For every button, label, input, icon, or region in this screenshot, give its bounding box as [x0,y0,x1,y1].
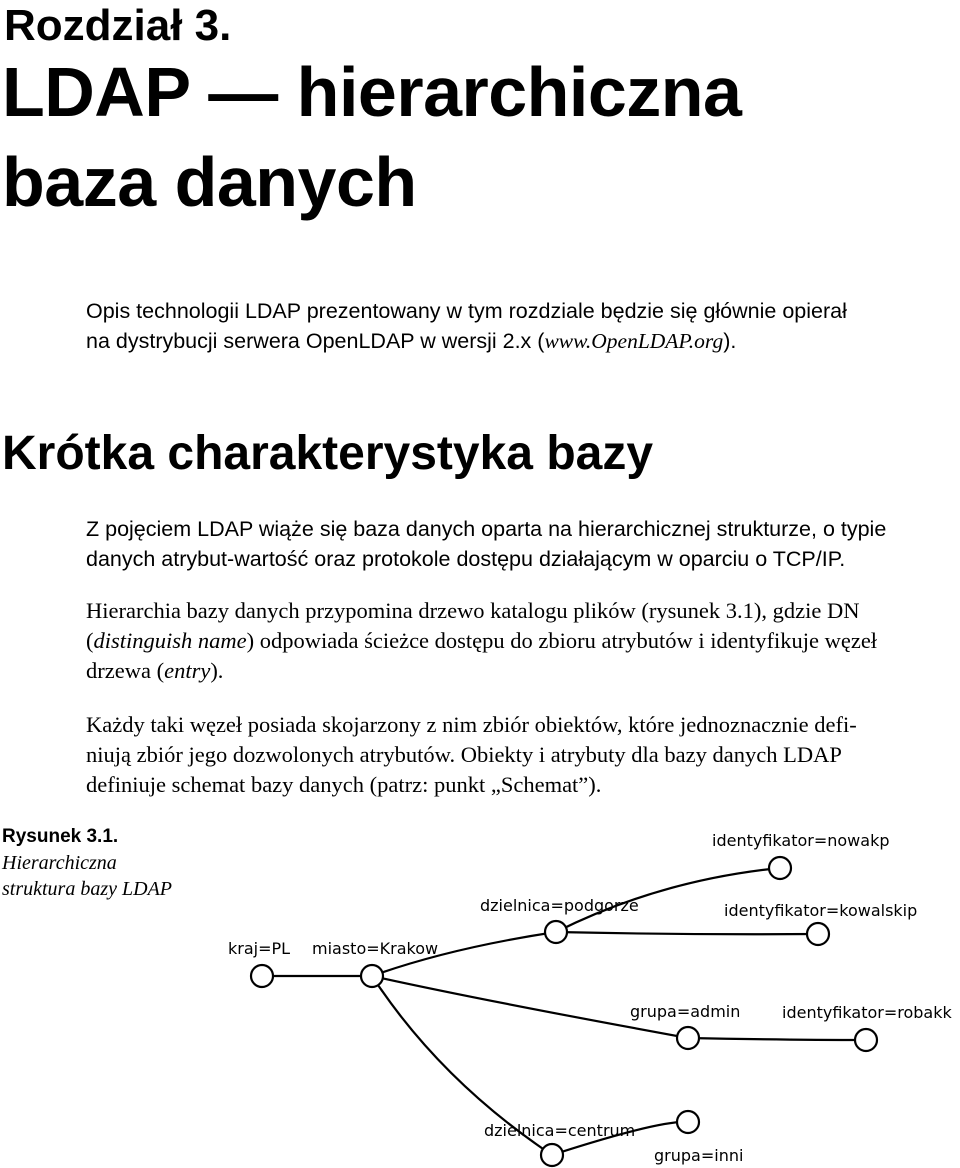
figure-caption-line-2: struktura bazy LDAP [2,878,172,900]
openldap-link[interactable]: www.OpenLDAP.org [544,329,724,353]
para2-line-3-end: ). [210,658,224,683]
para3-line-2: niują zbiór jego dozwolonych atrybutów. Obiekty i atrybuty dla bazy danych LDAP [86,742,842,767]
node-id-kowalskip [807,923,829,945]
para3-line-3: definiuje schemat bazy danych (patrz: punkt „Schemat”). [86,772,602,797]
label-grupa-admin: grupa=admin [630,1002,741,1021]
label-id-kowalskip: identyfikator=kowalskip [724,901,918,920]
para2-line-2-text: ) odpowiada ścieżce dostępu do zbioru atrybutów i identyfikuje węzeł [246,628,878,653]
label-id-robakk: identyfikator=robakk [782,1003,952,1022]
figure-caption-line-1: Hierarchiczna [2,852,117,874]
term-distinguish-name: distinguish name [93,628,247,653]
figure-caption-label: Rysunek 3.1. [2,826,119,847]
chapter-title-line-1: LDAP — hierarchiczna [2,53,742,131]
node-grupa-inni [677,1111,699,1133]
para2-line-3-text: drzewa ( [86,658,165,683]
node-grupa-admin [677,1027,699,1049]
label-id-nowakp: identyfikator=nowakp [712,831,890,850]
node-dzielnica-podgorze [545,921,567,943]
intro-line-1: Opis technologii LDAP prezentowany w tym rozdziale będzie się głównie opierał [86,299,847,323]
node-id-robakk [855,1029,877,1051]
chapter-title-line-2: baza danych [2,143,417,221]
paren-open: ( [86,628,94,653]
label-miasto: miasto=Krakow [312,939,439,958]
label-kraj: kraj=PL [228,939,291,958]
para1-line-2: danych atrybut-wartość oraz protokole dostępu działającym w oparciu o TCP/IP. [86,547,846,571]
node-kraj [251,965,273,987]
term-entry: entry [164,658,211,683]
chapter-label: Rozdział 3. [4,1,232,50]
section-heading: Krótka charakterystyka bazy [2,427,654,480]
label-dzielnica-centrum: dzielnica=centrum [484,1121,636,1140]
para2-line-1: Hierarchia bazy danych przypomina drzewo katalogu plików (rysunek 3.1), gdzie DN [86,598,860,623]
intro-text: na dystrybucji serwera OpenLDAP w wersji 2.x ( [86,329,545,353]
intro-text-end: ). [723,329,737,353]
node-dzielnica-centrum [541,1144,563,1166]
node-miasto [361,965,383,987]
edge-podgorze-kowalskip [556,932,818,934]
para1-line-1: Z pojęciem LDAP wiąże się baza danych oparta na hierarchicznej strukturze, o typie [86,517,887,541]
label-grupa-inni: grupa=inni [654,1146,744,1165]
node-id-nowakp [769,857,791,879]
para3-line-1: Każdy taki węzeł posiada skojarzony z nim zbiór obiektów, które jednoznacznie defi- [86,712,857,737]
label-dzielnica-podgorze: dzielnica=podgorze [480,896,639,915]
edge-admin-robakk [688,1038,866,1040]
